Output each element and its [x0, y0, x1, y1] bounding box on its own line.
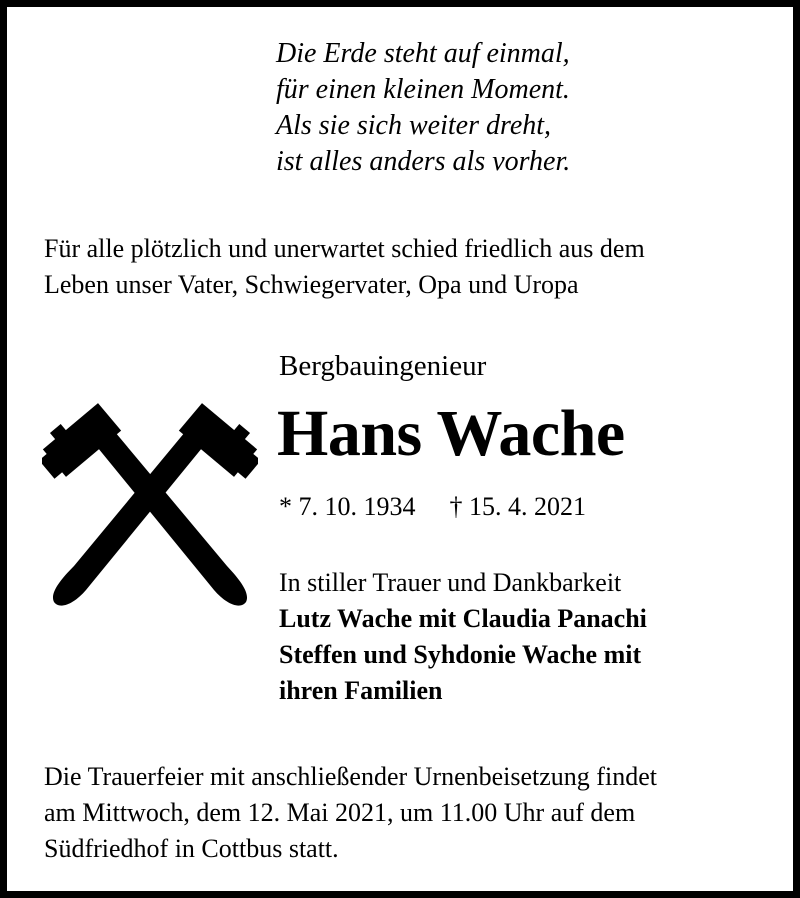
poem-line: Die Erde steht auf einmal,: [276, 38, 570, 69]
life-dates: [279, 489, 586, 525]
death-date: † 15. 4. 2021: [449, 492, 586, 521]
poem-line: für einen kleinen Moment.: [276, 74, 570, 105]
funeral-line: am Mittwoch, dem 12. Mai 2021, um 11.00 Uhr auf dem: [44, 798, 636, 827]
funeral-info: [44, 759, 657, 867]
mourning-intro: In stiller Trauer und Dankbarkeit: [279, 568, 622, 597]
profession: Bergbauingenieur: [279, 350, 487, 382]
hammer-and-pick-icon: [42, 388, 258, 614]
intro-line: Leben unser Vater, Schwiegervater, Opa und Uropa: [44, 270, 579, 299]
left-hammer-head: [42, 397, 121, 483]
intro-line: Für alle plötzlich und unerwartet schied friedlich aus dem: [44, 234, 645, 263]
intro-text: [44, 231, 645, 303]
deceased-name: Hans Wache: [277, 397, 625, 470]
mourners: [279, 565, 647, 709]
funeral-line: Die Trauerfeier mit anschließender Urnenbeisetzung findet: [44, 762, 657, 791]
poem: [276, 36, 570, 180]
funeral-line: Südfriedhof in Cottbus statt.: [44, 834, 339, 863]
poem-line: Als sie sich weiter dreht,: [276, 110, 552, 141]
right-hammer-head: [179, 397, 258, 483]
birth-date: * 7. 10. 1934: [279, 492, 416, 521]
mourner-line: Lutz Wache mit Claudia Panachi: [279, 604, 647, 633]
mourner-line: ihren Familien: [279, 676, 443, 705]
mourner-line: Steffen und Syhdonie Wache mit: [279, 640, 642, 669]
poem-line: ist alles anders als vorher.: [276, 146, 571, 177]
